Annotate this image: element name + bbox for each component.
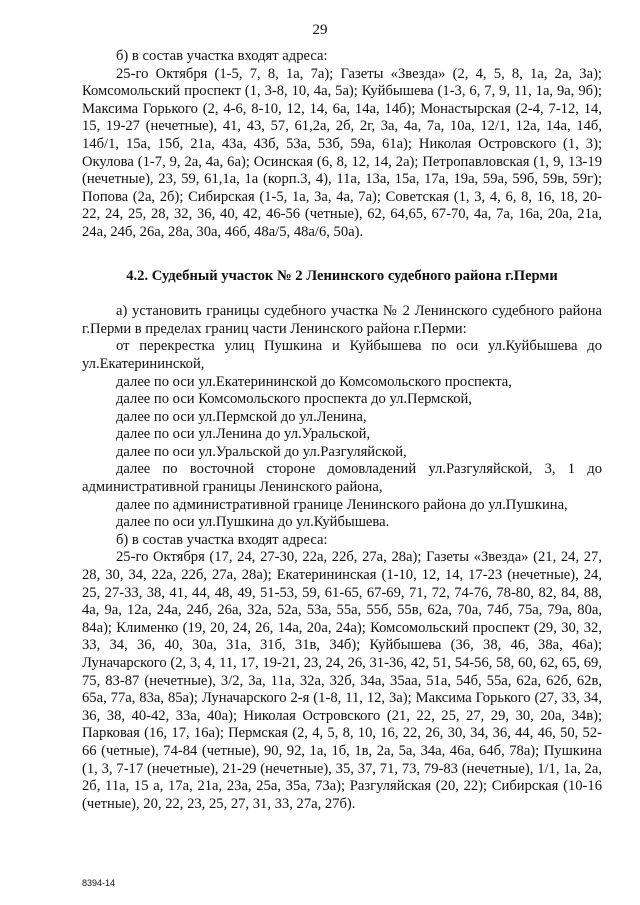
- route-line: далее по оси ул.Екатерининской до Комсомольского проспекта,: [116, 373, 512, 390]
- route-line: далее по восточной стороне домовладений ул.Разгуляйской, 3, 1 до административной границы Ленинского района,: [82, 461, 602, 496]
- route-line: далее по оси Комсомольского проспекта до ул.Пермской,: [116, 391, 472, 408]
- section2-intro-a: а) установить границы судебного участка № 2 Ленинского судебного района г.Перми в пределах границ части Ленинского района г.Перми:: [82, 303, 602, 337]
- document-body: [82, 48, 602, 813]
- page-number: 29: [312, 22, 328, 38]
- route-line: далее по оси ул.Уральской до ул.Разгуляйской,: [116, 443, 407, 460]
- route-line: от перекрестка улиц Пушкина и Куйбышева по оси ул.Куйбышева до ул.Екатерининской,: [82, 338, 602, 372]
- section2-addresses: 25-го Октября (17, 24, 27-30, 22а, 22б, 27а, 28а); Газеты «Звезда» (21, 24, 27, 28, 30, 34, 22а, 22б, 27а, 28а); Екатерининская (1-10, 12, 14, 17-23 (нечетные), 24, 25, 27-33, 38, 41, 44, 48, 49, 51-53, 59, 61-65, 67-69, 71, 72, 74-76, 78-80, 82, 84, 88, 4а, 9а, 12а, 24а, 24б, 26а, 32а, 52а, 53а, 55а, 55б, 55в, 62а, 70а, 74б, 75а, 79а, 80а, 84а); Клименко (19, 20, 24, 26, 14а, 20а, 24а); Комсомольский проспект (29, 30, 32, 33, 34, 36, 40, 30а, 31а, 31б, 31в, 34б); Куйбышева (36, 38, 46, 38а, 46а); Луначарского (2, 3, 4, 11, 17, 19-21, 23, 24, 26, 31-36, 42, 51, 54-56, 58, 60, 62, 65, 69, 75, 83-87 (нечетные), 3/2, 3а, 11а, 32а, 32б, 34а, 35аа, 51а, 54б, 55а, 62а, 62б, 62в, 65а, 77а, 83а, 85а); Луначарского 2-я (1-8, 11, 12, 3а); Максима Горького (27, 33, 34, 36, 38, 40-42, 33а, 40а); Николая Островского (21, 22, 25, 27, 29, 30, 20а, 34в); Парковая (16, 17, 16а); Пермская (2, 4, 5, 8, 10, 16, 22, 26, 30, 34, 36, 44, 46, 50, 52-66 (четные), 74-84 (четные), 90, 92, 1а, 1б, 1в, 2а, 5а, 34а, 46а, 64б, 78а); Пушкина (1, 3, 7-17 (нечетные), 21-29 (нечетные), 35, 37, 71, 73, 79-83 (нечетные), 1/1, 1а, 2а, 2б, 11а, 15 а, 17а, 21а, 23а, 25а, 35а, 73а); Разгуляйская (20, 22); Сибирская (10-16 (четные), 20, 22, 23, 25, 27, 31, 33, 27а, 27б).: [82, 549, 602, 812]
- route-line: далее по оси ул.Пермской до ул.Ленина,: [116, 408, 367, 425]
- route-line: далее по оси ул.Пушкина до ул.Куйбышева.: [116, 514, 390, 531]
- section2-intro-b: б) в состав участка входят адреса:: [116, 531, 328, 548]
- section-heading: 4.2. Судебный участок № 2 Ленинского судебного района г.Перми: [126, 267, 558, 284]
- document-code: 8394-14: [82, 878, 116, 888]
- route-line: далее по оси ул.Ленина до ул.Уральской,: [116, 426, 371, 443]
- section1-addresses: 25-го Октября (1-5, 7, 8, 1а, 7а); Газеты «Звезда» (2, 4, 5, 8, 1а, 2а, 3а); Комсомольский проспект (1, 3-8, 10, 4а, 5а); Куйбышева (1-3, 6, 7, 9, 11, 1а, 9а, 9б); Максима Горького (2, 4-6, 8-10, 12, 14, 6а, 14а, 14б); Монастырская (2-4, 7-12, 14, 15, 19-27 (нечетные), 41, 43, 57, 61,2а, 2б, 2г, 3а, 4а, 7а, 10а, 12/1, 12а, 14а, 14б, 14б/1, 15а, 15б, 21а, 43а, 43б, 53а, 53б, 59а, 61а); Николая Островского (1, 3); Окулова (1-7, 9, 2а, 4а, 6а); Осинская (6, 8, 12, 14, 2а); Петропавловская (1, 9, 13-19 (нечетные), 23, 59, 61,1а, 1а (корп.3, 4), 11а, 13а, 15а, 17а, 19а, 59а, 59б, 59в, 59г); Попова (2а, 2б); Сибирская (1-5, 1а, 3а, 4а, 7а); Советская (1, 3, 4, 6, 8, 16, 18, 20-22, 24, 25, 28, 32, 36, 40, 42, 46-56 (четные), 62, 64,65, 67-70, 4а, 7а, 16а, 20а, 21а, 24а, 24б, 26а, 28а, 30а, 46б, 48а/5, 48а/6, 50а).: [82, 65, 602, 240]
- section1-intro: б) в состав участка входят адреса:: [116, 48, 328, 64]
- route-line: далее по административной границе Ленинского района до ул.Пушкина,: [116, 496, 568, 513]
